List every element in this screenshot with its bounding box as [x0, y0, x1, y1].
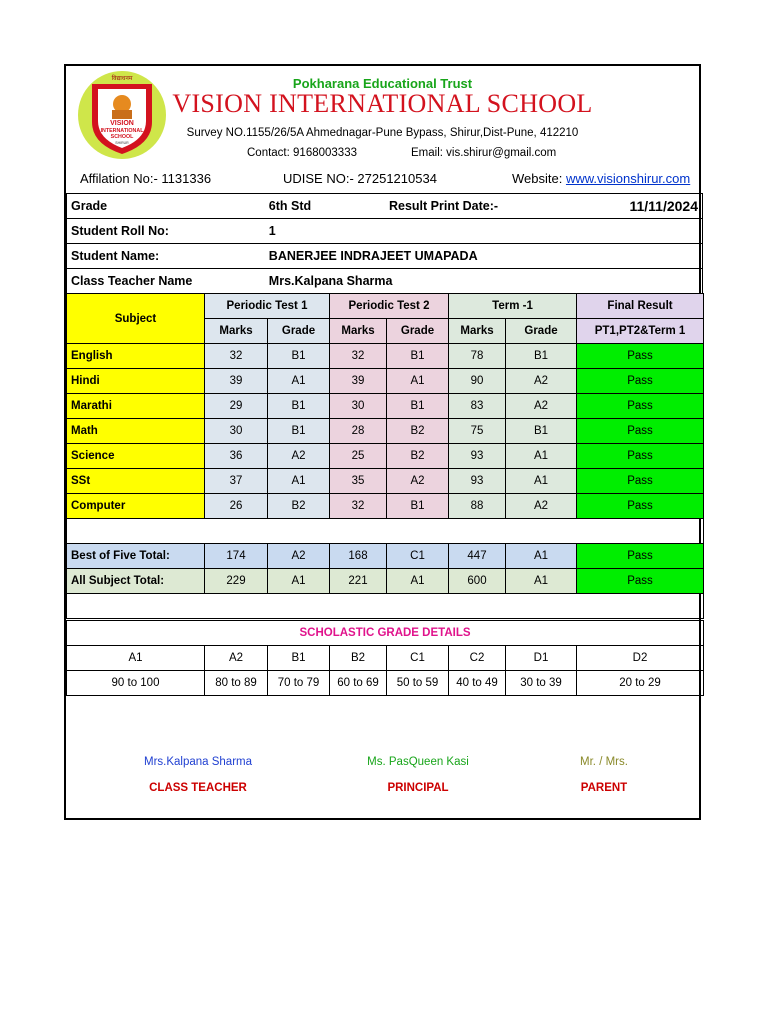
svg-text:VISION: VISION: [110, 120, 134, 127]
print-date-label: Result Print Date:-: [385, 194, 606, 219]
grade-code: B1: [268, 646, 330, 671]
class-teacher-role: CLASS TEACHER: [149, 782, 247, 794]
pt1-grade: A1: [268, 369, 330, 394]
pt1-marks: 29: [205, 394, 268, 419]
svg-text:SHIRUR: SHIRUR: [115, 141, 129, 145]
pt1-total-grade: A1: [268, 569, 330, 594]
pt2-grade: B1: [387, 494, 449, 519]
term1-grade: A1: [506, 444, 577, 469]
trust-name: Pokharana Educational Trust: [292, 76, 473, 91]
subject-name: Math: [67, 419, 205, 444]
student-name-label: Student Name:: [67, 244, 265, 269]
parent-role: PARENT: [580, 782, 628, 794]
pt2-grade: B2: [387, 419, 449, 444]
term1-marks: 75: [449, 419, 506, 444]
udise-number: UDISE NO:- 27251210534: [283, 171, 437, 186]
subject-row: [67, 469, 704, 494]
teacher-value: Mrs.Kalpana Sharma: [265, 269, 703, 294]
report-card: [64, 64, 701, 820]
grade-range: 20 to 29: [577, 671, 704, 696]
final-result: Pass: [577, 469, 704, 494]
term1-grade-header: Grade: [506, 319, 577, 344]
pt1-marks: 32: [205, 344, 268, 369]
pt1-marks: 36: [205, 444, 268, 469]
pt1-marks: 30: [205, 419, 268, 444]
affiliation-number: Affilation No:- 1131336: [80, 171, 212, 186]
roll-row: [67, 219, 703, 244]
total-result: Pass: [577, 544, 704, 569]
name-row: [67, 244, 703, 269]
term1-marks-header: Marks: [449, 319, 506, 344]
scholastic-table: [66, 620, 704, 696]
grade-range: 40 to 49: [449, 671, 506, 696]
svg-text:INTERNATIONAL: INTERNATIONAL: [100, 128, 144, 134]
pt2-grade: A2: [387, 469, 449, 494]
term1-total-marks: 447: [449, 544, 506, 569]
website: [512, 171, 690, 186]
pt1-marks: 37: [205, 469, 268, 494]
total-row: [67, 569, 704, 594]
pt1-grade: A2: [268, 444, 330, 469]
grade-code: B2: [330, 646, 387, 671]
total-label: All Subject Total:: [67, 569, 205, 594]
grade-range: 80 to 89: [205, 671, 268, 696]
subject-header: Subject: [67, 294, 205, 344]
grade-code: C2: [449, 646, 506, 671]
final-result: Pass: [577, 444, 704, 469]
class-teacher-signature: Mrs.Kalpana Sharma: [143, 756, 253, 768]
contact-number: Contact: 9168003333: [247, 147, 357, 159]
grade-range: 70 to 79: [268, 671, 330, 696]
subject-row: [67, 419, 704, 444]
subject-name: Marathi: [67, 394, 205, 419]
term1-header: Term -1: [449, 294, 577, 319]
final-result-header: Final Result: [577, 294, 704, 319]
grade-range: 90 to 100: [67, 671, 205, 696]
pt2-total-marks: 168: [330, 544, 387, 569]
scholastic-title-row: [67, 621, 704, 646]
pt1-grade-header: Grade: [268, 319, 330, 344]
pt2-marks: 39: [330, 369, 387, 394]
subject-row: [67, 369, 704, 394]
term1-total-grade: A1: [506, 544, 577, 569]
pt2-marks: 35: [330, 469, 387, 494]
teacher-label: Class Teacher Name: [67, 269, 265, 294]
grade-range: 30 to 39: [506, 671, 577, 696]
header-row-1: [67, 294, 704, 319]
total-result: Pass: [577, 569, 704, 594]
term1-marks: 93: [449, 469, 506, 494]
teacher-row: [67, 269, 703, 294]
subject-row: [67, 394, 704, 419]
principal-signature: Ms. PasQueen Kasi: [367, 756, 469, 768]
total-row: [67, 544, 704, 569]
pt2-marks: 28: [330, 419, 387, 444]
grade-range: 50 to 59: [387, 671, 449, 696]
term1-grade: A2: [506, 494, 577, 519]
pt2-grade: A1: [387, 369, 449, 394]
scholastic-title: SCHOLASTIC GRADE DETAILS: [67, 621, 704, 646]
subject-row: [67, 494, 704, 519]
pt1-grade: B1: [268, 344, 330, 369]
grade-range: 60 to 69: [330, 671, 387, 696]
subject-rows: [67, 344, 704, 519]
final-result: Pass: [577, 344, 704, 369]
total-label: Best of Five Total:: [67, 544, 205, 569]
total-rows: [67, 544, 704, 594]
pt2-grade: B1: [387, 394, 449, 419]
school-address: Survey NO.1155/26/5A Ahmednagar-Pune Bypass, Shirur,Dist-Pune, 412210: [186, 127, 579, 139]
grade-value: 6th Std: [265, 194, 385, 219]
subject-row: [67, 344, 704, 369]
print-date-value: 11/11/2024: [606, 194, 702, 219]
pt2-total-grade: C1: [387, 544, 449, 569]
term1-marks: 83: [449, 394, 506, 419]
scholastic-range-row: [67, 671, 704, 696]
term1-total-marks: 600: [449, 569, 506, 594]
pt1-total-marks: 174: [205, 544, 268, 569]
website-link[interactable]: www.visionshirur.com: [565, 171, 691, 186]
subject-row: [67, 444, 704, 469]
subject-name: Science: [67, 444, 205, 469]
subject-name: English: [67, 344, 205, 369]
pt2-header: Periodic Test 2: [330, 294, 449, 319]
pt2-marks: 32: [330, 494, 387, 519]
spacer-row-2: [67, 594, 704, 619]
subject-name: Hindi: [67, 369, 205, 394]
pt1-header: Periodic Test 1: [205, 294, 330, 319]
term1-marks: 93: [449, 444, 506, 469]
pt2-marks: 30: [330, 394, 387, 419]
pt1-marks-header: Marks: [205, 319, 268, 344]
grade-row: [67, 194, 703, 219]
pt2-marks: 32: [330, 344, 387, 369]
term1-grade: B1: [506, 344, 577, 369]
term1-total-grade: A1: [506, 569, 577, 594]
email-address: Email: vis.shirur@gmail.com: [411, 147, 557, 159]
school-name: VISION INTERNATIONAL SCHOOL: [172, 89, 593, 118]
final-result: Pass: [577, 369, 704, 394]
scholastic-grade-row: [67, 646, 704, 671]
marks-table: [66, 293, 704, 619]
grade-code: D1: [506, 646, 577, 671]
pt1-grade: B2: [268, 494, 330, 519]
pt2-grade: B2: [387, 444, 449, 469]
subject-name: Computer: [67, 494, 205, 519]
pt2-total-grade: A1: [387, 569, 449, 594]
pt2-total-marks: 221: [330, 569, 387, 594]
svg-text:विद्याधनम: विद्याधनम: [111, 75, 133, 82]
pt1-marks: 26: [205, 494, 268, 519]
parent-signature: Mr. / Mrs.: [580, 756, 628, 768]
student-name-value: BANERJEE INDRAJEET UMAPADA: [265, 244, 703, 269]
svg-text:SCHOOL: SCHOOL: [110, 134, 134, 140]
term1-marks: 78: [449, 344, 506, 369]
final-sub-header: PT1,PT2&Term 1: [577, 319, 704, 344]
pt2-marks-header: Marks: [330, 319, 387, 344]
term1-marks: 90: [449, 369, 506, 394]
student-info-table: [66, 193, 703, 294]
pt1-marks: 39: [205, 369, 268, 394]
roll-value: 1: [265, 219, 703, 244]
grade-code: A1: [67, 646, 205, 671]
roll-label: Student Roll No:: [67, 219, 265, 244]
term1-marks: 88: [449, 494, 506, 519]
pt1-total-grade: A2: [268, 544, 330, 569]
pt2-grade: B1: [387, 344, 449, 369]
spacer-row: [67, 519, 704, 544]
pt1-grade: B1: [268, 419, 330, 444]
subject-name: SSt: [67, 469, 205, 494]
pt2-marks: 25: [330, 444, 387, 469]
final-result: Pass: [577, 419, 704, 444]
term1-grade: A2: [506, 369, 577, 394]
grade-code: A2: [205, 646, 268, 671]
final-result: Pass: [577, 394, 704, 419]
pt2-grade-header: Grade: [387, 319, 449, 344]
final-result: Pass: [577, 494, 704, 519]
principal-role: PRINCIPAL: [387, 782, 449, 794]
grade-code: C1: [387, 646, 449, 671]
grade-code: D2: [577, 646, 704, 671]
term1-grade: A2: [506, 394, 577, 419]
pt1-grade: A1: [268, 469, 330, 494]
website-label: Website:: [512, 171, 566, 186]
term1-grade: A1: [506, 469, 577, 494]
pt1-total-marks: 229: [205, 569, 268, 594]
pt1-grade: B1: [268, 394, 330, 419]
grade-label: Grade: [67, 194, 265, 219]
term1-grade: B1: [506, 419, 577, 444]
